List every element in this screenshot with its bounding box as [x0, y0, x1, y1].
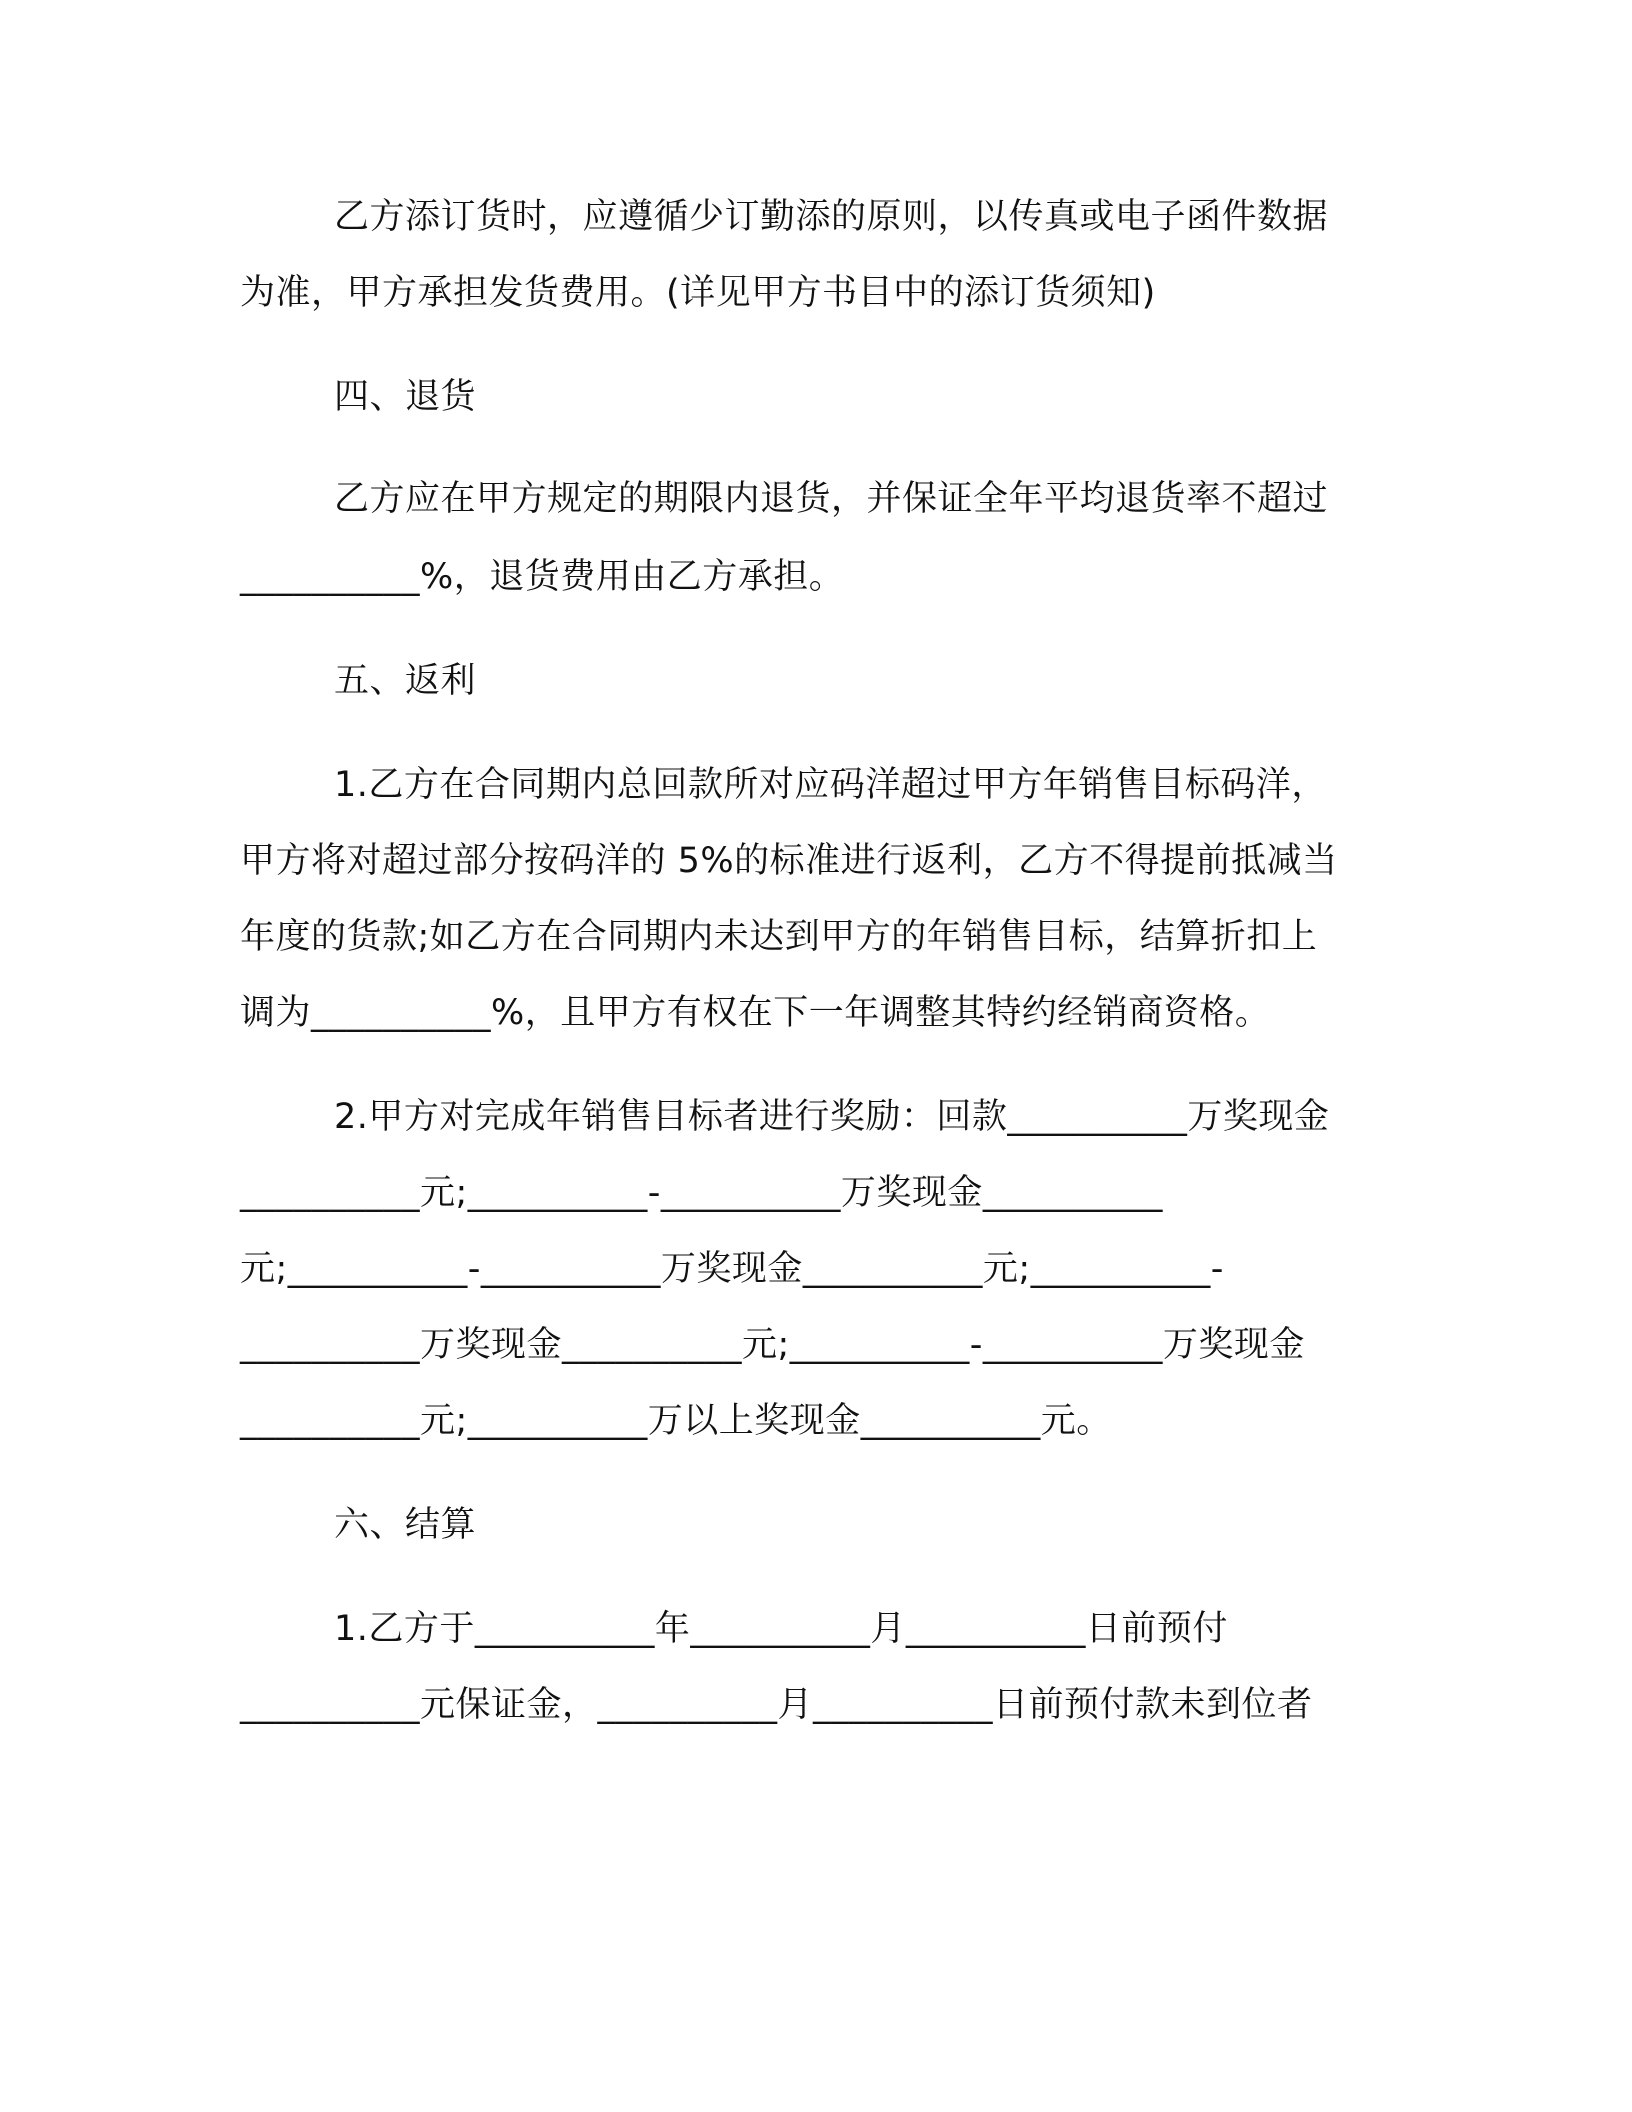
paragraph-line: __________元;__________-__________万奖现金__________	[240, 1173, 1163, 1213]
paragraph-line: __________元;__________万以上奖现金__________元。	[240, 1401, 1112, 1441]
paragraph-line: __________万奖现金__________元;__________-__________万奖现金	[240, 1325, 1305, 1365]
paragraph-line: 乙方应在甲方规定的期限内退货，并保证全年平均退货率不超过	[334, 479, 1329, 519]
paragraph-line: __________%，退货费用由乙方承担。	[240, 557, 845, 597]
paragraph-line: 调为__________%，且甲方有权在下一年调整其特约经销商资格。	[240, 993, 1271, 1033]
paragraph-line: 甲方将对超过部分按码洋的 5%的标准进行返利，乙方不得提前抵减当	[240, 841, 1338, 881]
paragraph-line: 元;__________-__________万奖现金__________元;__________-	[240, 1249, 1224, 1289]
section-heading-rebate: 五、返利	[334, 661, 477, 701]
paragraph-line: 为准，甲方承担发货费用。(详见甲方书目中的添订货须知)	[240, 273, 1156, 313]
paragraph-line: __________元保证金，__________月__________日前预付款未到位者	[240, 1685, 1313, 1725]
paragraph-line: 1.乙方于__________年__________月__________日前预付	[334, 1609, 1228, 1649]
paragraph-line: 年度的货款;如乙方在合同期内未达到甲方的年销售目标，结算折扣上	[240, 917, 1318, 957]
paragraph-line: 乙方添订货时，应遵循少订勤添的原则，以传真或电子函件数据	[334, 197, 1329, 237]
paragraph-line: 1.乙方在合同期内总回款所对应码洋超过甲方年销售目标码洋，	[334, 765, 1327, 805]
paragraph-line: 2.甲方对完成年销售目标者进行奖励：回款__________万奖现金	[334, 1097, 1330, 1137]
section-heading-settlement: 六、结算	[334, 1505, 477, 1545]
section-heading-returns: 四、退货	[334, 377, 477, 417]
